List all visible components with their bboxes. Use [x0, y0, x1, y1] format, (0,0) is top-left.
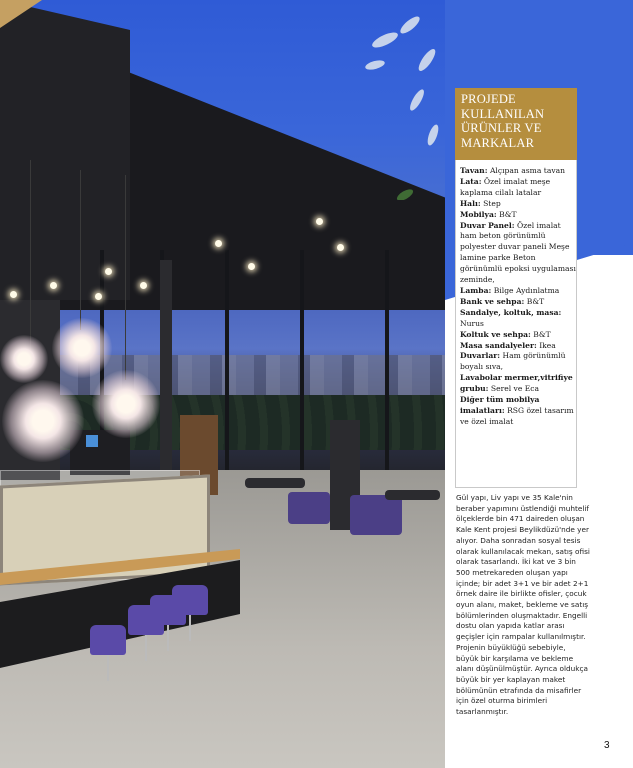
photo-chair-leg	[189, 615, 191, 641]
product-value: Alçıpan asma tavan	[489, 166, 566, 175]
product-key: Masa sandalyeler:	[460, 340, 537, 350]
ceiling-spotlight	[248, 263, 255, 270]
window-mullion	[300, 250, 304, 470]
window-mullion	[385, 250, 389, 470]
photo-chair	[90, 625, 126, 655]
ceiling-spotlight	[105, 268, 112, 275]
product-key: Bank ve sehpa:	[460, 296, 525, 306]
product-key: Koltuk ve sehpa:	[460, 329, 531, 339]
product-key: Lata:	[460, 176, 482, 186]
photo-chair-leg	[107, 655, 109, 681]
product-key: Lamba:	[460, 285, 492, 295]
product-value: Özel imalat ham beton görünümlü polyester duvar paneli Meşe lamine parke Beton görünümlü epoksi uygulaması zeminde,	[460, 220, 576, 285]
product-item	[460, 286, 576, 297]
product-item	[460, 177, 576, 199]
product-value: B&T	[499, 209, 517, 219]
photo-chair-leg	[167, 625, 169, 651]
photo-pillar	[160, 260, 172, 470]
product-value: Ham görünümlü boyalı sıva,	[460, 351, 566, 372]
pendant-lamp	[0, 335, 48, 383]
product-value: Nurus	[460, 318, 484, 328]
product-item	[460, 297, 576, 308]
lamp-wire	[125, 175, 126, 380]
photo-table	[385, 490, 440, 500]
ceiling-spotlight	[337, 244, 344, 251]
photo-chair	[172, 585, 208, 615]
window-mullion	[225, 250, 229, 470]
lamp-wire	[30, 160, 31, 350]
product-key: Diğer tüm mobilya imalatları:	[460, 395, 540, 415]
photo-ceiling-wall	[0, 0, 130, 300]
article-body: Gül yapı, Liv yapı ve 35 Kale'nin beraber yapımını üstlendiği muhtelif ölçeklerde bin 471 daireden oluşan Kale Kent projesi Beylikdüzü'nde yer alıyor. Daha sonradan sosyal tesis olarak kullanılacak mekan, satış ofisi olarak tasarlandı. İki kat ve 3 bin 500 metrekareden oluşan yapı içinde; bir adet 3+1 ve bir adet 2+1 örnek daire ile birlikte ofisler, çocuk oyun alanı, maket, bekleme ve satış bölümlerinden oluşmaktadır. Engelli dostu olan yapıda katlar arası geçişler için rampalar kullanılmıştır. Projenin büyüklüğü sebebiyle, büyük bir karşılama ve bekleme alanı düşünülmüştür. Ayrıca oldukça büyük bir yer kaplayan maket bölümünün etrafında da misafirler için özel oturma birimleri tasarlanmıştır.	[456, 493, 590, 717]
lamp-wire	[80, 170, 81, 330]
product-value: Özel imalat meşe kaplama cilalı latalar	[460, 176, 551, 197]
ceiling-spotlight	[10, 291, 17, 298]
product-value: B&T	[533, 329, 551, 339]
pendant-lamp	[92, 370, 160, 438]
product-item	[460, 210, 576, 221]
pendant-lamp	[52, 318, 112, 378]
ceiling-spotlight	[316, 218, 323, 225]
ceiling-spotlight	[95, 293, 102, 300]
product-item	[460, 308, 576, 330]
photo-screen	[86, 435, 98, 447]
product-value: Step	[483, 198, 501, 208]
photo-sofa	[288, 492, 330, 524]
ceiling-spotlight	[50, 282, 57, 289]
product-value: Bilge Aydınlatma	[493, 285, 560, 295]
product-key: Halı:	[460, 198, 481, 208]
product-key: Sandalye, koltuk, masa:	[460, 307, 562, 317]
product-item	[460, 221, 576, 286]
product-key: Lavabolar mermer,vitrifiye grubu:	[460, 373, 573, 394]
product-key: Duvar Panel:	[460, 220, 515, 230]
product-item	[460, 199, 576, 210]
product-value: Ikea	[539, 340, 556, 350]
product-item	[460, 373, 576, 395]
product-item	[460, 166, 576, 177]
photo-sofa	[350, 495, 402, 535]
pendant-lamp	[2, 380, 84, 462]
products-list	[460, 166, 576, 428]
product-item	[460, 341, 576, 352]
photo-chair-leg	[145, 635, 147, 661]
photo-table	[245, 478, 305, 488]
product-item	[460, 330, 576, 341]
page-number: 3	[604, 740, 610, 751]
product-item	[460, 351, 576, 373]
ceiling-spotlight	[140, 282, 147, 289]
product-key: Mobilya:	[460, 209, 497, 219]
ceiling-spotlight	[215, 240, 222, 247]
product-key: Tavan:	[460, 166, 488, 175]
product-value: B&T	[526, 296, 545, 306]
product-item	[460, 395, 576, 428]
product-key: Duvarlar:	[460, 351, 501, 361]
product-value: RSG özel tasarım ve özel imalat	[460, 405, 574, 426]
product-value: Serel ve Eca	[490, 384, 540, 394]
products-box-title: PROJEDE KULLANILAN ÜRÜNLER VE MARKALAR	[455, 88, 577, 160]
leaf-decor-icon	[355, 0, 445, 200]
